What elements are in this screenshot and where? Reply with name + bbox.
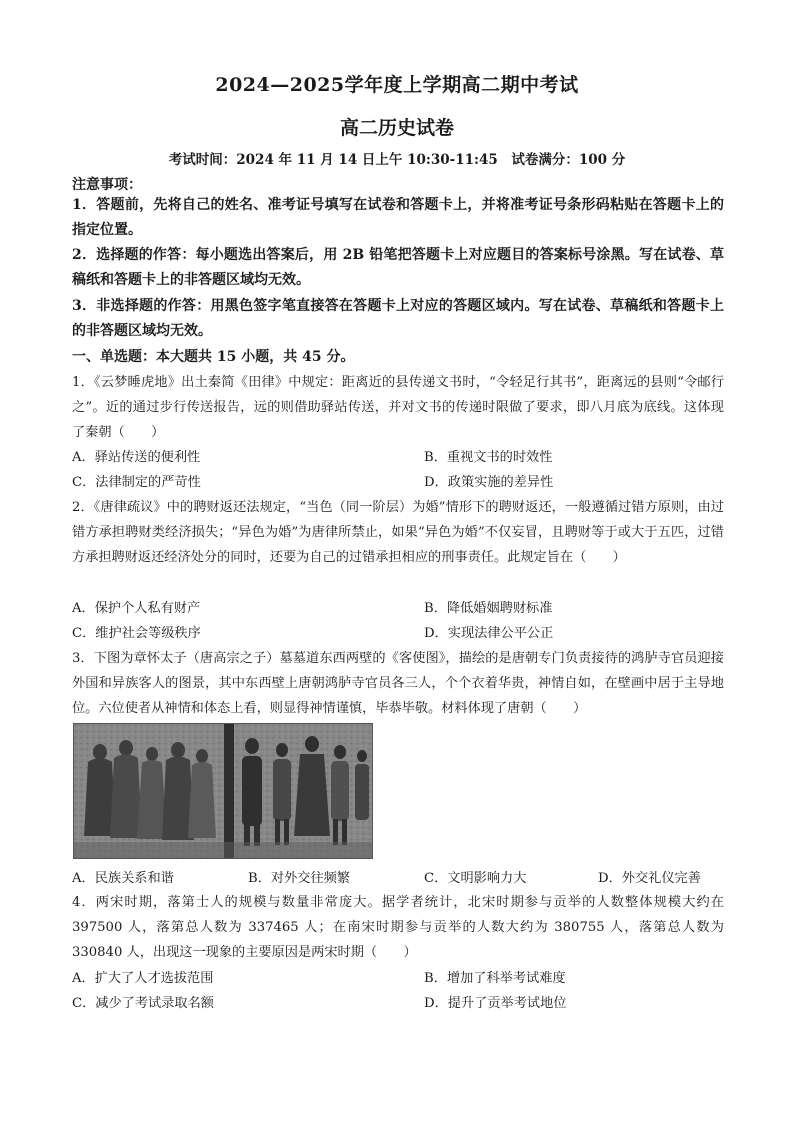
question-option: D．实现法律公平公正 xyxy=(424,626,554,641)
question-option: D．政策实施的差异性 xyxy=(424,475,554,490)
question-option: C．维护社会等级秩序 xyxy=(72,626,201,641)
question-option: B．增加了科举考试难度 xyxy=(424,971,566,986)
question-option: A．保护个人私有财产 xyxy=(72,601,201,616)
question-option: B．对外交往频繁 xyxy=(248,871,351,886)
question-option: C．法律制定的严苛性 xyxy=(72,475,201,490)
section-heading: 一、单选题：本大题共 15 小题，共 45 分。 xyxy=(72,349,355,365)
question-option: C．减少了考试录取名额 xyxy=(72,996,214,1011)
question-option: A．民族关系和谐 xyxy=(72,871,174,886)
question-option: C．文明影响力大 xyxy=(424,871,527,886)
exam-title: 2024—2025学年度上学期高二期中考试 xyxy=(215,74,579,96)
question-option: A．扩大了人才选拔范围 xyxy=(72,971,214,986)
mural-image xyxy=(73,723,373,859)
exam-subtitle: 高二历史试卷 xyxy=(339,117,454,139)
question-stem: 2．《唐律疏议》中的聘财返还法规定，“当色（同一阶层）为婚”情形下的聘财返还，一般遵循过错方原则，由过错方承担聘财类经济损失；“异色为婚”为唐律所禁止，如果“异色为婚”不仅妄冒，且聘财等于或大于五匹，过错方承担聘财返还经济处分的同时，还要为自己的过错承担相应的刑事责任。此规定旨在（ ） xyxy=(72,500,724,565)
question-stem: 4．两宋时期，落第士人的规模与数量非常庞大。据学者统计，北宋时期参与贡举的人数整体规模大约在 397500 人，落第总人数为 337465 人；在南宋时期参与贡举的人数大约为 380755 人，落第总人数为 330840 人，出现这一现象的主要原因是两宋时期（ ） xyxy=(72,895,724,960)
note-item: 2．选择题的作答：每小题选出答案后，用 2B 铅笔把答题卡上对应题目的答案标号涂黑。写在试卷、草稿纸和答题卡上的非答题区域均无效。 xyxy=(72,247,724,288)
question-option: D．提升了贡举考试地位 xyxy=(424,996,567,1011)
envoy-mural-illustration xyxy=(74,724,372,858)
note-item: 3．非选择题的作答：用黑色签字笔直接答在答题卡上对应的答题区域内。写在试卷、草稿纸和答题卡上的非答题区域均无效。 xyxy=(72,298,724,339)
question-stem: 3．下图为章怀太子（唐高宗之子）墓墓道东西两壁的《客使图》，描绘的是唐朝专门负责接待的鸿胪寺官员迎接外国和异族客人的图景，其中东西壁上唐朝鸿胪寺官员各三人，个个衣着华贵，神情自如，在壁画中居于主导地位。六位使者从神情和体态上看，则显得神情谨慎，毕恭毕敬。材料体现了唐朝（ ） xyxy=(72,651,724,716)
exam-meta: 考试时间：2024 年 11 月 14 日上午 10:30-11:45 试卷满分：100 分 xyxy=(168,152,626,168)
question-option: A．驿站传送的便利性 xyxy=(72,450,201,465)
notes-heading: 注意事项： xyxy=(72,177,142,193)
question-option: B．降低婚姻聘财标准 xyxy=(424,601,553,616)
question-stem: 1．《云梦睡虎地》出土秦简《田律》中规定：距离近的县传递文书时，“令轻足行其书”，距离远的县则“令邮行之”。近的通过步行传送报告，远的则借助驿站传送，并对文书的传递时限做了要求，即八月底为底线。这体现了秦朝（ ） xyxy=(72,375,724,440)
note-item: 1．答题前，先将自己的姓名、准考证号填写在试卷和答题卡上，并将准考证号条形码粘贴在答题卡上的指定位置。 xyxy=(72,197,724,238)
question-option: D．外交礼仪完善 xyxy=(598,871,701,886)
question-option: B．重视文书的时效性 xyxy=(424,450,553,465)
